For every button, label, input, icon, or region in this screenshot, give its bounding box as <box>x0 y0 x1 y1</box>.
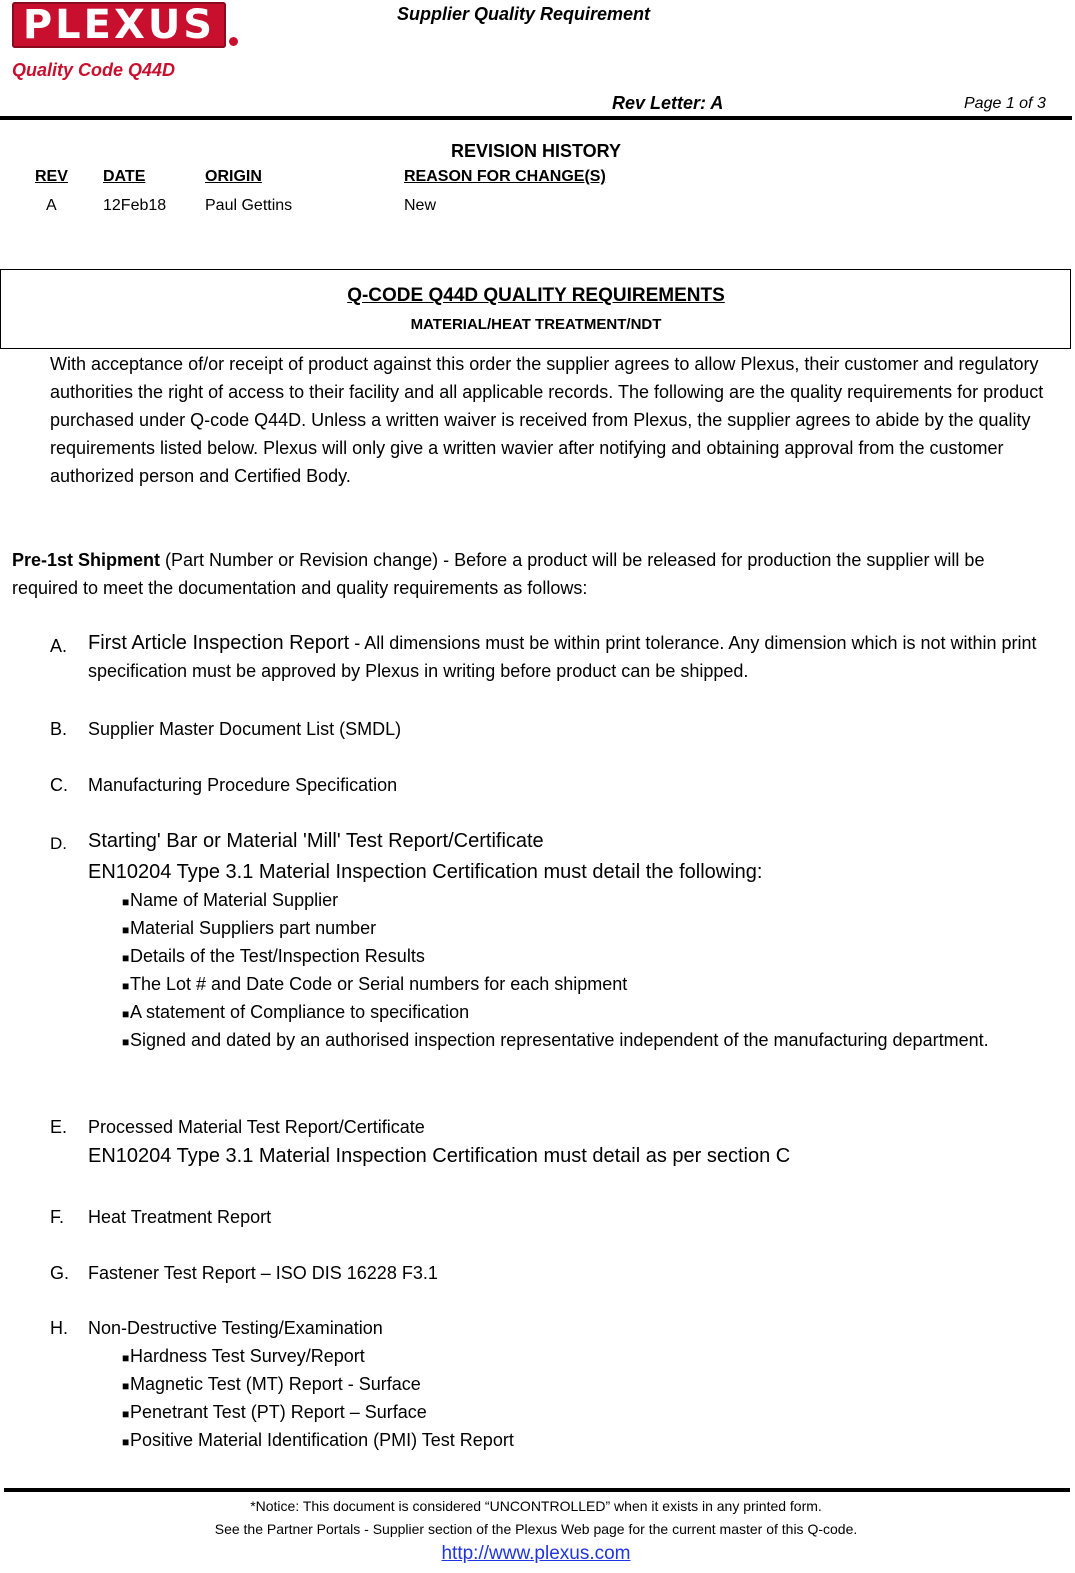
document-title: Supplier Quality Requirement <box>397 4 651 24</box>
qcode-title: Q-CODE Q44D QUALITY REQUIREMENTS <box>347 285 725 306</box>
col-header-date: DATE <box>103 168 146 185</box>
page-number: Page 1 of 3 <box>964 95 1046 112</box>
col-header-rev: REV <box>35 168 68 185</box>
revision-history-title: REVISION HISTORY <box>450 141 622 161</box>
item-g-label: G. <box>50 1263 70 1283</box>
item-c-label: C. <box>50 775 68 795</box>
header-divider <box>0 116 1072 120</box>
qcode-title-box <box>0 269 1071 349</box>
qcode-subtitle: MATERIAL/HEAT TREATMENT/NDT <box>410 316 662 333</box>
col-header-origin: ORIGIN <box>205 168 262 185</box>
item-f-label: F. <box>50 1207 65 1227</box>
item-d-bullet: Signed and dated by an authorised inspection representative independent of the manufacturing department. <box>130 1030 989 1050</box>
square-bullet-icon: ■ <box>122 895 130 909</box>
item-g-text: Fastener Test Report – ISO DIS 16228 F3.1 <box>88 1263 438 1283</box>
pre-shipment-paragraph <box>12 546 1042 602</box>
square-bullet-icon: ■ <box>122 923 130 937</box>
item-h-text: Non-Destructive Testing/Examination <box>88 1318 383 1338</box>
item-e-line2: EN10204 Type 3.1 Material Inspection Certification must detail as per section C <box>88 1145 791 1167</box>
reason-cell: New <box>404 197 437 214</box>
intro-paragraph: With acceptance of/or receipt of product against this order the supplier agrees to allow Plexus, their customer and regulatory authorities the right of access to their facility and all applicable records. The following are the quality requirements for product purchased under Q-code Q44D. Unless a written waiver is received from Plexus, the supplier agrees to abide by the quality requirements listed below. Plexus will only give a written wavier after notifying and obtaining approval from the customer authorized person and Certified Body. <box>50 354 1044 486</box>
item-h-bullet: Hardness Test Survey/Report <box>130 1346 365 1366</box>
square-bullet-icon: ■ <box>122 1435 130 1449</box>
item-c-text: Manufacturing Procedure Specification <box>88 775 398 795</box>
square-bullet-icon: ■ <box>122 1007 130 1021</box>
pre-shipment-heading: Pre-1st Shipment <box>12 550 161 570</box>
item-d-label: D. <box>50 834 67 853</box>
rev-cell: A <box>46 197 57 214</box>
square-bullet-icon: ■ <box>122 1407 130 1421</box>
item-a <box>88 629 1063 685</box>
square-bullet-icon: ■ <box>122 979 130 993</box>
item-d-line2: EN10204 Type 3.1 Material Inspection Certification must detail the following: <box>88 861 763 883</box>
notice-line-1: *Notice: This document is considered “UNCONTROLLED” when it exists in any printed form. <box>250 1498 822 1514</box>
item-d-line1: Starting' Bar or Material 'Mill' Test Report/Certificate <box>88 830 544 852</box>
item-h-bullet: Positive Material Identification (PMI) Test Report <box>130 1430 514 1450</box>
item-h-label: H. <box>50 1318 68 1338</box>
item-d-bullet: The Lot # and Date Code or Serial numbers for each shipment <box>130 974 628 994</box>
square-bullet-icon: ■ <box>122 1379 130 1393</box>
item-h-bullet: Penetrant Test (PT) Report – Surface <box>130 1402 427 1422</box>
item-d-bullet: A statement of Compliance to specification <box>130 1002 470 1022</box>
item-d-bullet: Material Suppliers part number <box>130 918 377 938</box>
item-f-text: Heat Treatment Report <box>88 1207 272 1227</box>
item-b-text: Supplier Master Document List (SMDL) <box>88 719 402 739</box>
square-bullet-icon: ■ <box>122 951 130 965</box>
rev-letter: Rev Letter: A <box>612 93 724 113</box>
item-a-text: - All dimensions must be within print tolerance. Any dimension which is not within print specification must be approved by Plexus in writing before product can be shipped. <box>88 633 1037 681</box>
origin-cell: Paul Gettins <box>205 197 293 214</box>
item-a-label: A. <box>50 636 68 656</box>
item-e-label: E. <box>50 1117 68 1137</box>
item-h-bullet: Magnetic Test (MT) Report - Surface <box>130 1374 421 1394</box>
square-bullet-icon: ■ <box>122 1035 130 1049</box>
date-cell: 12Feb18 <box>103 197 167 214</box>
square-bullet-icon: ■ <box>122 1351 130 1365</box>
notice-line-2: See the Partner Portals - Supplier section of the Plexus Web page for the current master of this Q-code. <box>214 1521 858 1537</box>
item-d-bullet: Details of the Test/Inspection Results <box>130 946 425 966</box>
col-header-reason: REASON FOR CHANGE(S) <box>404 168 606 185</box>
plexus-website-link[interactable]: http://www.plexus.com <box>441 1543 631 1564</box>
registered-mark-icon <box>229 37 238 46</box>
item-a-title: First Article Inspection Report <box>88 632 350 654</box>
item-e-line1: Processed Material Test Report/Certificate <box>88 1117 425 1137</box>
plexus-logo: PLEXUS <box>12 2 226 48</box>
footer-divider <box>4 1488 1070 1492</box>
pre-shipment-text: (Part Number or Revision change) - Before a product will be released for production the supplier will be required to meet the documentation and quality requirements as follows: <box>12 550 985 598</box>
item-d-bullet: Name of Material Supplier <box>130 890 339 910</box>
item-b-label: B. <box>50 719 68 739</box>
quality-code: Quality Code Q44D <box>12 60 176 80</box>
